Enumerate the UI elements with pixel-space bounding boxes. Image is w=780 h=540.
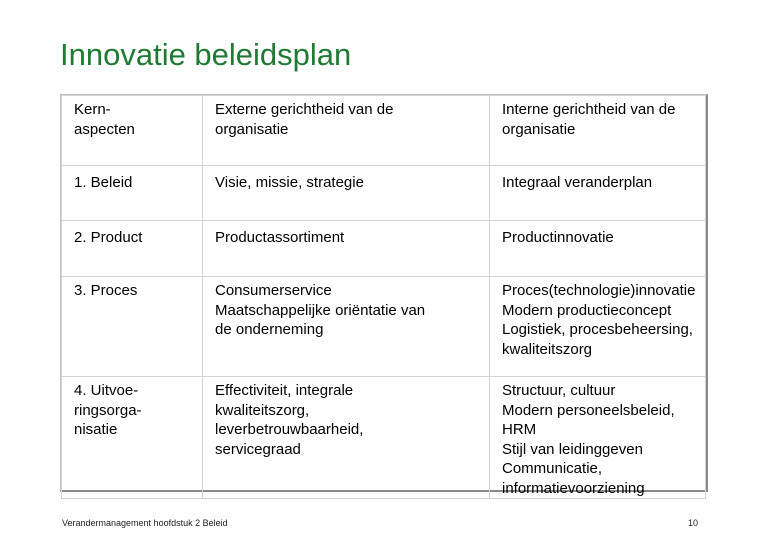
header-cell-external-orientation: Externe gerichtheid van de organisatie — [203, 96, 490, 166]
header-cell-core-aspects: Kern- aspecten — [62, 96, 203, 166]
table-cell: Productassortiment — [203, 221, 490, 277]
table-cell: 1. Beleid — [62, 166, 203, 221]
table-cell: Structuur, cultuur Modern personeelsbeleid, HRM Stijl van leidinggeven Communicatie, informatievoorziening — [490, 377, 706, 499]
table-cell: Integraal veranderplan — [490, 166, 706, 221]
table-cell: Visie, missie, strategie — [203, 166, 490, 221]
table-row — [62, 221, 706, 277]
table-cell: 2. Product — [62, 221, 203, 277]
table-cell: Consumerservice Maatschappelijke oriëntatie van de onderneming — [203, 277, 490, 377]
table-cell: Proces(technologie)innovatie Modern productieconcept Logistiek, procesbeheersing, kwaliteitszorg — [490, 277, 706, 377]
table-row — [62, 377, 706, 499]
policy-table — [61, 95, 706, 499]
table-row — [62, 166, 706, 221]
table-header-row — [62, 96, 706, 166]
page-title: Innovatie beleidsplan — [60, 37, 352, 72]
table-cell: Productinnovatie — [490, 221, 706, 277]
header-cell-internal-orientation: Interne gerichtheid van de organisatie — [490, 96, 706, 166]
table-row — [62, 277, 706, 377]
table-cell: 3. Proces — [62, 277, 203, 377]
page-number: 10 — [688, 518, 699, 528]
table-frame — [60, 94, 708, 497]
table-cell: Effectiviteit, integrale kwaliteitszorg, leverbetrouwbaarheid, servicegraad — [203, 377, 490, 499]
table-cell: 4. Uitvoe- ringsorga- nisatie — [62, 377, 203, 499]
footer-text: Verandermanagement hoofdstuk 2 Beleid — [62, 518, 228, 528]
